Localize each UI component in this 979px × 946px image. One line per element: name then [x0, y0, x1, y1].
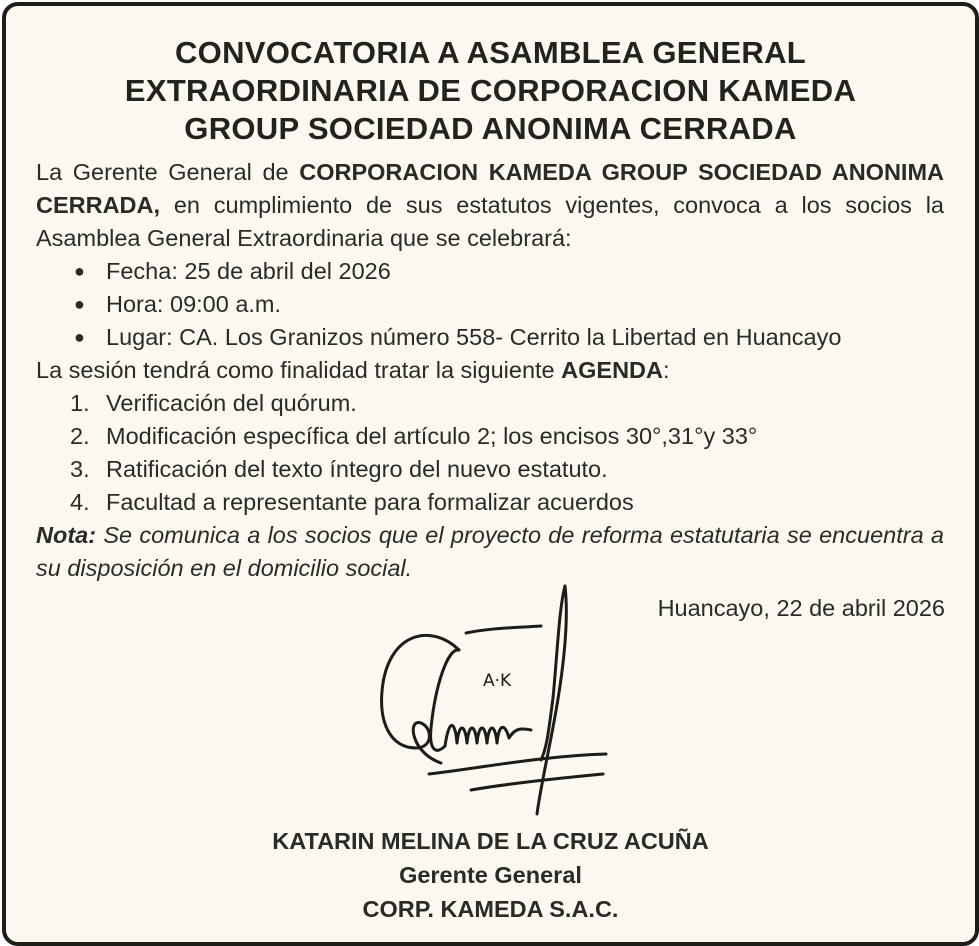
signer-block [6, 824, 975, 926]
agenda-item-number: 2. [70, 423, 90, 449]
notice-title [26, 34, 955, 148]
intro-prefix: La Gerente General de [36, 159, 300, 185]
detail-item-place [36, 321, 944, 354]
signer-position: Gerente General [399, 862, 582, 888]
bullet-icon: ● [74, 261, 85, 281]
intro-suffix: en cumplimiento de sus estatutos vigentes, convoca a los socios la Asamblea General Extraordinaria que se celebrará: [36, 192, 944, 251]
detail-text: Hora: 09:00 a.m. [106, 291, 282, 317]
meeting-details-list [36, 255, 944, 354]
detail-item-date [36, 255, 944, 288]
detail-text: Lugar: CA. Los Granizos número 558- Cerrito la Libertad en Huancayo [106, 324, 842, 350]
signer-name: KATARIN MELINA DE LA CRUZ ACUÑA [272, 828, 709, 854]
title-line-1: CONVOCATORIA A ASAMBLEA GENERAL [174, 35, 807, 70]
signer-company: CORP. KAMEDA S.A.C. [362, 896, 619, 922]
agenda-item-number: 1. [70, 390, 90, 416]
agenda-item-text: Verificación del quórum. [106, 390, 357, 416]
agenda-keyword: AGENDA [561, 357, 663, 383]
detail-text: Fecha: 25 de abril del 2026 [106, 258, 391, 284]
agenda-intro-suffix: : [663, 357, 670, 383]
agenda-item-text: Ratificación del texto íntegro del nuevo estatuto. [106, 456, 608, 482]
title-line-2: EXTRAORDINARIA DE CORPORACION KAMEDA [124, 73, 857, 108]
intro-paragraph [36, 156, 944, 255]
company-name: CORPORACION KAMEDA GROUP SOCIEDAD ANONIMA CERRADA, [36, 159, 944, 218]
title-line-3: GROUP SOCIEDAD ANONIMA CERRADA [184, 111, 797, 146]
agenda-intro-prefix: La sesión tendrá como finalidad tratar la siguiente [36, 357, 562, 383]
place-and-date: Huancayo, 22 de abril 2026 [657, 595, 945, 621]
agenda-item-text: Modificación específica del artículo 2; los encisos 30°,31°y 33° [106, 423, 758, 449]
bullet-icon: ● [74, 294, 85, 314]
notice-body [36, 156, 944, 585]
agenda-item-text: Facultad a representante para formalizar acuerdos [106, 489, 634, 515]
agenda-intro [36, 354, 944, 387]
detail-item-time [36, 288, 944, 321]
agenda-item-number: 4. [70, 489, 90, 515]
agenda-item [36, 486, 944, 519]
note-text: Se comunica a los socios que el proyecto de reforma estatutaria se encuentra a su disposición en el domicilio social. [36, 522, 944, 581]
notice-frame [2, 2, 979, 946]
agenda-list [36, 387, 944, 519]
agenda-item [36, 453, 944, 486]
note-label: Nota: [36, 522, 97, 548]
agenda-item-number: 3. [70, 456, 90, 482]
bullet-icon: ● [74, 327, 85, 347]
handwritten-signature [371, 578, 621, 818]
signature-initials: A·K [483, 671, 512, 691]
agenda-item [36, 420, 944, 453]
agenda-item [36, 387, 944, 420]
note-paragraph [36, 519, 944, 585]
